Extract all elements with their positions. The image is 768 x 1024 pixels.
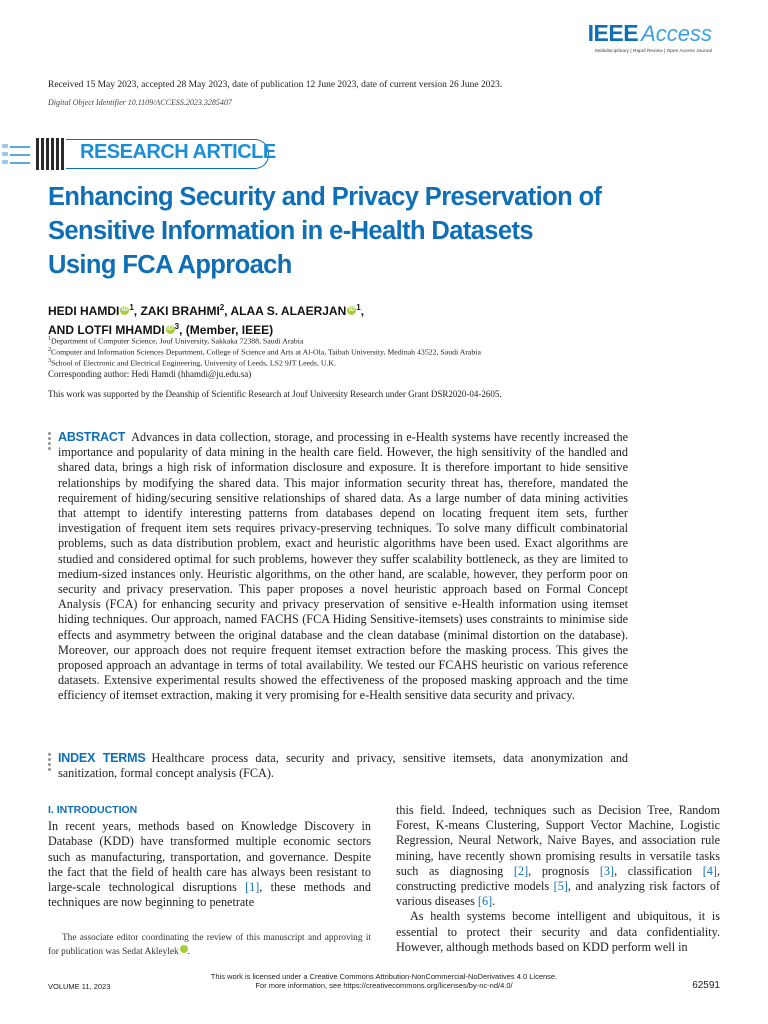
citation-link[interactable]: [2]: [513, 863, 529, 878]
author-list: [48, 300, 364, 338]
member-status: , (Member, IEEE): [179, 323, 274, 337]
index-terms: [58, 751, 628, 781]
page-number: 62591: [692, 980, 720, 991]
logo-tagline: Multidisciplinary | Rapid Review | Open Access Journal: [594, 48, 712, 53]
license-notice: [0, 972, 768, 990]
orcid-icon[interactable]: iD: [348, 307, 355, 313]
affiliation-item: $^1$Department of Computer Science, Jouf University, Sakkaka 72388, Saudi Arabia: [48, 336, 304, 346]
license-line: This work is licensed under a Creative Commons Attribution-NonCommercial-NoDerivatives 4.0 License.: [210, 972, 558, 981]
index-terms-text: Healthcare process data, security and privacy, sensitive itemsets, data anonymization and sanitization, formal concept analysis (FCA).: [58, 751, 629, 781]
body-paragraph: In recent years, methods based on Knowledge Discovery in Database (KDD) have transformed multiple economic sectors such as manufacturing, transportation, and governance. Despite the fact that the field of health care has always been resistant to large-scale technological disruptions [1], these methods and techniques are now beginning to penetrate: [48, 819, 371, 910]
body-column-right: [396, 803, 720, 955]
orcid-icon[interactable]: iD: [121, 307, 128, 313]
received-dates: Received 15 May 2023, accepted 28 May 2023, date of publication 12 June 2023, date of current version 26 June 2023.: [48, 80, 503, 90]
article-type-label: RESEARCH ARTICLE: [80, 141, 276, 163]
citation-link[interactable]: [4]: [702, 863, 717, 878]
affil-sup: 2: [219, 303, 225, 312]
orcid-icon[interactable]: iD: [167, 326, 174, 332]
corresponding-author: Corresponding author: Hedi Hamdi (hhamdi@ju.edu.sa): [48, 369, 252, 379]
affil-sup: 1: [129, 303, 134, 312]
journal-logo: [588, 20, 712, 53]
title-line: Enhancing Security and Privacy Preservation of: [48, 183, 602, 211]
affiliation-item: $^3$School of Electronic and Electrical Engineering, University of Leeds, LS2 9JT Leeds, U.K.: [48, 358, 337, 368]
logo-access: Access: [641, 21, 712, 46]
abstract-text: Advances in data collection, storage, and processing in e-Health systems have recently increased the importance and popularity of data mining in the health care field. However, the high sensitivity of the handled and shared data, brings a high risk of information disclosure and exposure. It is therefore important to hide sensitive relationships by modifying the shared data. This major information security threat has, therefore, mandated the requirement of hiding/securing sensitive relationships of shared data. As a large number of data mining activities that attempt to identify interesting patterns from databases depend on locating frequent item sets, further investigation of frequent item sets requires privacy-preserving techniques. To solve many difficult combinatorial problems, such as data distribution problem, exact and heuristic algorithms have been used. Exact algorithms are studied and considered optimal for such problems, however they suffer scalability bottleneck, as they are limited to medium-sized instances only. Heuristic algorithms, on the other hand, are scalable, however, they perform poor on security and privacy preservation. This paper proposes a novel heuristic approach based on Formal Concept Analysis (FCA) for enhancing security and privacy preservation of sensitive e-Health information using itemset hiding techniques. Our approach, named FACHS (FCA Hiding Sensitive-itemsets) uses constraints to minimise side effects and asymmetry between the original database and the clean database (minimal distortion on the database). Moreover, our approach does not require frequent itemset extraction before the masking process. This gives the proposed approach an advantage in terms of total availability. We tested our FCAHS heuristic on various reference datasets. Extensive experimental results showed the effectiveness of the proposed masking approach and the time efficiency of itemset extraction, making it very promising for e-Health sensitive data security and privacy.: [58, 430, 628, 703]
volume-label: VOLUME 11, 2023: [48, 982, 111, 991]
author-name: AND LOTFI MHAMDI: [48, 323, 165, 337]
funding-note: This work was supported by the Deanship of Scientific Research at Jouf University Research under Grant DSR2020-04-2605.: [48, 389, 502, 399]
affil-sup: 3: [174, 322, 180, 331]
abstract-label: ABSTRACT: [58, 430, 126, 444]
author-name: , ALAA S. ALAERJAN: [224, 304, 347, 318]
body-paragraph: As health systems become intelligent and ubiquitous, it is essential to protect their security and data confidentiality. However, although methods based on KDD perform well in: [396, 909, 720, 954]
separator: ,: [360, 304, 365, 318]
body-column-left: [48, 803, 371, 910]
citation-link[interactable]: [1]: [245, 880, 260, 895]
citation-link[interactable]: [6]: [477, 894, 493, 909]
license-link[interactable]: For more information, see https://creativecommons.org/licenses/by-nc-nd/4.0/: [255, 981, 513, 990]
logo-ieee: IEEE: [587, 20, 639, 46]
paper-title: [48, 180, 688, 282]
title-line: Sensitive Information in e-Health Datasets: [48, 217, 533, 245]
author-name: HEDI HAMDI: [48, 304, 120, 318]
affil-sup: 1: [356, 303, 361, 312]
citation-link[interactable]: [3]: [599, 863, 615, 878]
affiliations: [48, 335, 481, 369]
doi: Digital Object Identifier 10.1109/ACCESS.2023.3285407: [48, 98, 232, 107]
section-heading: I. INTRODUCTION: [48, 804, 138, 816]
index-terms-label: INDEX TERMS: [58, 751, 146, 765]
editor-footnote: The associate editor coordinating the review of this manuscript and approving it for publication was Sedat Akleylek iD.: [48, 933, 371, 957]
section-dots-icon: [48, 753, 51, 773]
affiliation-item: $^2$Computer and Information Sciences Department, College of Science and Arts at Al-Ola, Taibah University, Medinah 43522, Saudi Arabia: [48, 347, 481, 357]
citation-link[interactable]: [5]: [553, 879, 568, 894]
title-line: Using FCA Approach: [48, 251, 292, 279]
article-type-banner: [0, 138, 280, 170]
author-name: , ZAKI BRAHMI: [133, 304, 220, 318]
section-dots-icon: [48, 432, 51, 452]
orcid-icon[interactable]: iD: [180, 945, 188, 953]
body-paragraph: this field. Indeed, techniques such as Decision Tree, Random Forest, K-means Clustering, Support Vector Machine, Logistic Regression, Neural Network, Naive Bayes, and association rule mining, have recently shown promising results in versatile tasks such as diagnosing [2], prognosis [3], classification [4], constructing predictive models [5], and analyzing risk factors of various diseases [6].: [396, 803, 720, 909]
abstract: [58, 430, 628, 704]
